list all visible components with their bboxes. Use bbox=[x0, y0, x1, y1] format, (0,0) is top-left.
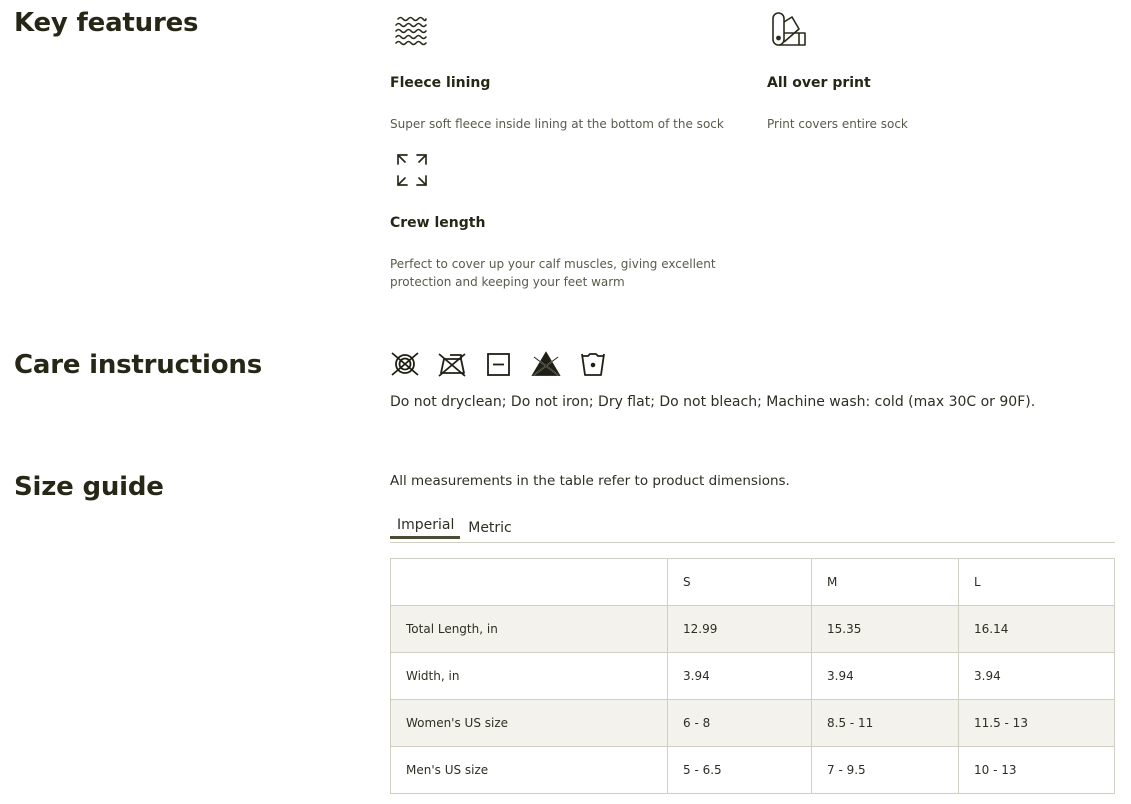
key-features-title: Key features bbox=[14, 8, 199, 38]
table-row bbox=[391, 606, 1115, 653]
no-bleach-icon bbox=[531, 349, 561, 379]
no-iron-icon bbox=[437, 349, 467, 379]
table-cell: 12.99 bbox=[668, 606, 812, 653]
waves-icon bbox=[392, 10, 432, 50]
table-row bbox=[391, 700, 1115, 747]
table-cell: 10 - 13 bbox=[959, 747, 1115, 794]
table-cell: 11.5 - 13 bbox=[959, 700, 1115, 747]
tab-imperial[interactable]: Imperial bbox=[390, 514, 460, 539]
feature-title: Crew length bbox=[390, 215, 486, 231]
care-instructions-title: Care instructions bbox=[14, 350, 262, 380]
care-instructions-text: Do not dryclean; Do not iron; Dry flat; Do not bleach; Machine wash: cold (max 30C or 90F). bbox=[390, 394, 1036, 410]
feature-description: Perfect to cover up your calf muscles, giving excellent protection and keeping your feet warm bbox=[390, 257, 716, 289]
size-guide-title: Size guide bbox=[14, 472, 164, 502]
size-guide-note: All measurements in the table refer to product dimensions. bbox=[390, 473, 790, 489]
no-dryclean-icon bbox=[390, 349, 420, 379]
table-header-cell: S bbox=[668, 559, 812, 606]
table-cell: 6 - 8 bbox=[668, 700, 812, 747]
machine-wash-cold-icon bbox=[578, 349, 608, 379]
table-cell: 16.14 bbox=[959, 606, 1115, 653]
expand-arrows-icon bbox=[392, 150, 432, 190]
care-icons bbox=[390, 349, 608, 379]
table-header-cell: M bbox=[812, 559, 959, 606]
table-cell: 3.94 bbox=[668, 653, 812, 700]
feature-description: Super soft fleece inside lining at the bottom of the sock bbox=[390, 117, 724, 131]
table-cell: 8.5 - 11 bbox=[812, 700, 959, 747]
feature-description: Print covers entire sock bbox=[767, 117, 908, 131]
table-cell: 5 - 6.5 bbox=[668, 747, 812, 794]
dry-flat-icon bbox=[484, 349, 514, 379]
feature-title: All over print bbox=[767, 75, 871, 91]
table-row bbox=[391, 747, 1115, 794]
table-cell: 15.35 bbox=[812, 606, 959, 653]
table-cell: Width, in bbox=[391, 653, 668, 700]
tab-metric[interactable]: Metric bbox=[460, 514, 520, 541]
table-cell: Women's US size bbox=[391, 700, 668, 747]
swatch-icon bbox=[769, 10, 809, 50]
table-cell: Men's US size bbox=[391, 747, 668, 794]
table-cell: 3.94 bbox=[812, 653, 959, 700]
table-header-cell bbox=[391, 559, 668, 606]
table-header-row bbox=[391, 559, 1115, 606]
size-table bbox=[390, 558, 1115, 794]
table-cell: Total Length, in bbox=[391, 606, 668, 653]
table-header-cell: L bbox=[959, 559, 1115, 606]
unit-tabs bbox=[390, 514, 1115, 543]
table-row bbox=[391, 653, 1115, 700]
feature-title: Fleece lining bbox=[390, 75, 491, 91]
table-cell: 3.94 bbox=[959, 653, 1115, 700]
table-cell: 7 - 9.5 bbox=[812, 747, 959, 794]
